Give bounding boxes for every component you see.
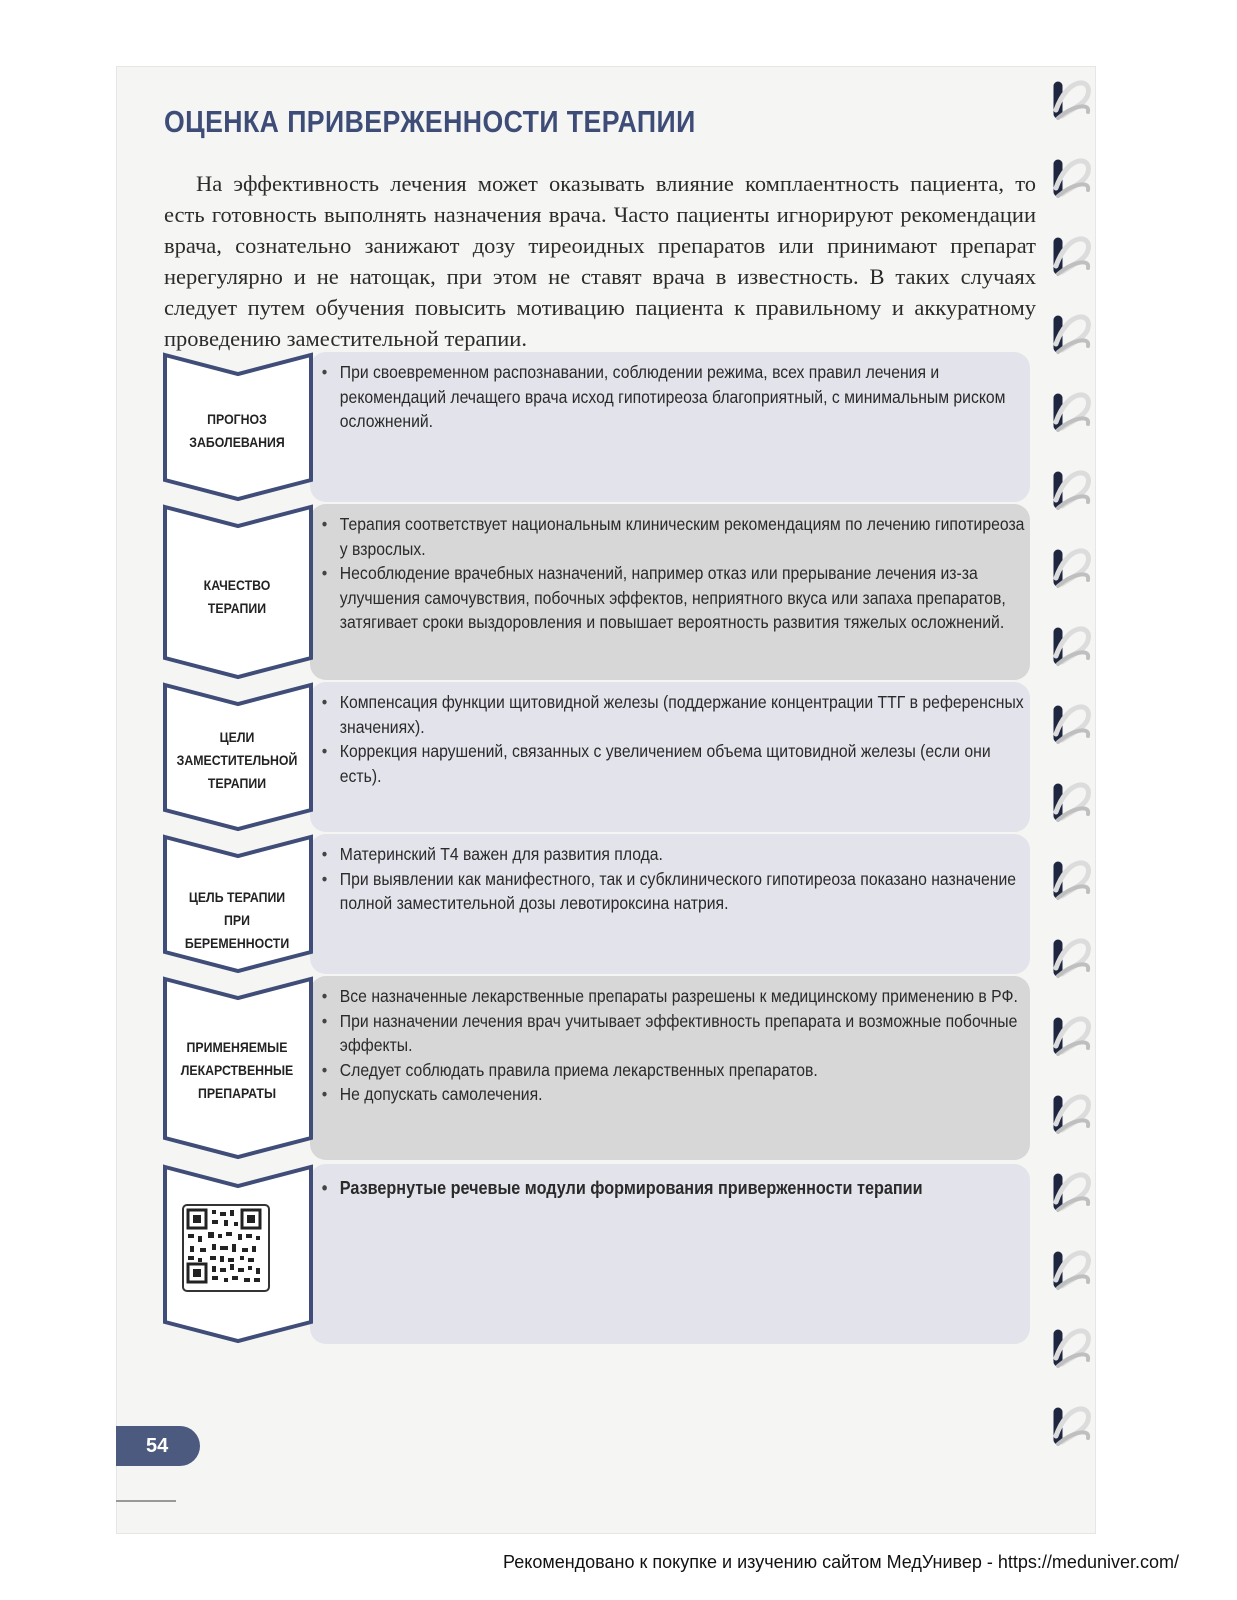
spiral-ring [1058,1198,1088,1210]
spiral-ring [1058,1120,1088,1132]
spiral-binding [1048,70,1098,1500]
section-label-line: ЛЕКАРСТВЕННЫЕ [180,1062,294,1078]
section-label [175,408,300,454]
section-label-line: ПРИ БЕРЕМЕННОСТИ [184,912,290,951]
spiral-ring [1058,1042,1088,1054]
section-label [175,1036,300,1105]
spiral-ring [1058,1432,1088,1444]
bullet-list [320,360,1014,434]
list-item: • Терапия соответствует национальным клиническим рекомендациям по лечению гипотиреоза у взрослых. [320,512,1033,561]
list-item: • Следует соблюдать правила приема лекарственных препаратов. [320,1058,1033,1083]
spiral-ring [1058,496,1088,508]
intro-text: На эффективность лечения может оказывать влияние комплаентность пациента, то есть готовность выполнять назначения врача. Часто пациенты игнорируют рекомендации врача, сознательно занижают дозу тиреоидных препаратов или принимают препарат нерегулярно и не натощак, при этом не ставят врача в известность. В таких случаях следует путем обучения повысить мотивацию пациента к правильному и аккуратному проведению заместительной терапии. [164,171,1036,351]
section-label-line: ПРИМЕНЯЕМЫЕ [186,1039,288,1055]
spiral-ring [1058,184,1088,196]
section-therapy-quality [160,504,1030,680]
spiral-ring [1058,808,1088,820]
spiral-ring [1058,418,1088,430]
divider [116,1500,176,1502]
spiral-ring [1058,340,1088,352]
list-item: • Развернутые речевые модули формирования приверженности терапии [320,1176,1033,1201]
section-label-line: ПРОГНОЗ [207,411,267,427]
spiral-ring [1058,652,1088,664]
spiral-ring [1058,1354,1088,1366]
list-item: • Коррекция нарушений, связанных с увеличением объема щитовидной железы (если они есть). [320,739,1033,788]
qr-code-icon [184,1206,264,1286]
section-label-line: ЦЕЛИ [219,729,255,745]
spiral-ring [1058,730,1088,742]
section-label-line: ЦЕЛЬ ТЕРАПИИ [188,889,286,905]
page-number: 54 [116,1426,200,1466]
qr-code[interactable] [182,1204,270,1292]
list-item: • Не допускать самолечения. [320,1082,1033,1107]
section-label-line: ПРЕПАРАТЫ [197,1085,277,1101]
footer-text: Рекомендовано к покупке и изучению сайтом МедУнивер - https://meduniver.com/ [503,1552,1179,1572]
list-item: • При своевременном распознавании, соблюдении режима, всех правил лечения и рекомендаций лечащего врача исход гипотиреоза благоприятный, с минимальным риском осложнений. [320,360,1033,434]
intro-paragraph [164,168,1036,354]
spiral-ring [1058,1276,1088,1288]
section-label-line: ТЕРАПИИ [207,600,267,616]
section-label [175,886,300,955]
list-item: • При назначении лечения врач учитывает эффективность препарата и возможные побочные эффекты. [320,1009,1033,1058]
section-label-line: КАЧЕСТВО [203,577,271,593]
bullet-list [320,842,1017,916]
section-label-line: ЗАМЕСТИТЕЛЬНОЙ [176,752,298,768]
list-item: • Все назначенные лекарственные препараты разрешены к медицинскому применению в РФ. [320,984,1033,1009]
list-item: • Материнский Т4 важен для развития плода. [320,842,1033,867]
section-medications [160,976,1030,1160]
spiral-ring [1058,964,1088,976]
spiral-ring [1058,262,1088,274]
section-pregnancy-goal [160,834,1030,974]
section-speech-modules [160,1164,1030,1344]
section-label [175,726,300,795]
spiral-ring [1058,574,1088,586]
spiral-ring [1058,106,1088,118]
bullet-list [320,690,1024,788]
list-item: • Компенсация функции щитовидной железы (поддержание концентрации ТТГ в референсных значениях). [320,690,1033,739]
section-label [175,574,300,620]
section-label-line: ЗАБОЛЕВАНИЯ [189,434,285,450]
section-prognosis [160,352,1030,502]
page-title: ОЦЕНКА ПРИВЕРЖЕННОСТИ ТЕРАПИИ [164,104,696,139]
bullet-list [320,1176,1014,1201]
bullet-list [320,512,1025,635]
section-label-line: ТЕРАПИИ [207,775,267,791]
list-item: • Несоблюдение врачебных назначений, например отказ или прерывание лечения из-за улучшения самочувствия, побочных эффектов, неприятного вкуса или запаха препаратов, затягивает сроки выздоровления и повышает вероятность развития тяжелых осложнений. [320,561,1033,635]
section-replacement-goals [160,682,1030,832]
list-item: • При выявлении как манифестного, так и субклинического гипотиреоза показано назначение полной заместительной дозы левотироксина натрия. [320,867,1033,916]
spiral-ring [1058,886,1088,898]
bullet-list [320,984,1018,1107]
